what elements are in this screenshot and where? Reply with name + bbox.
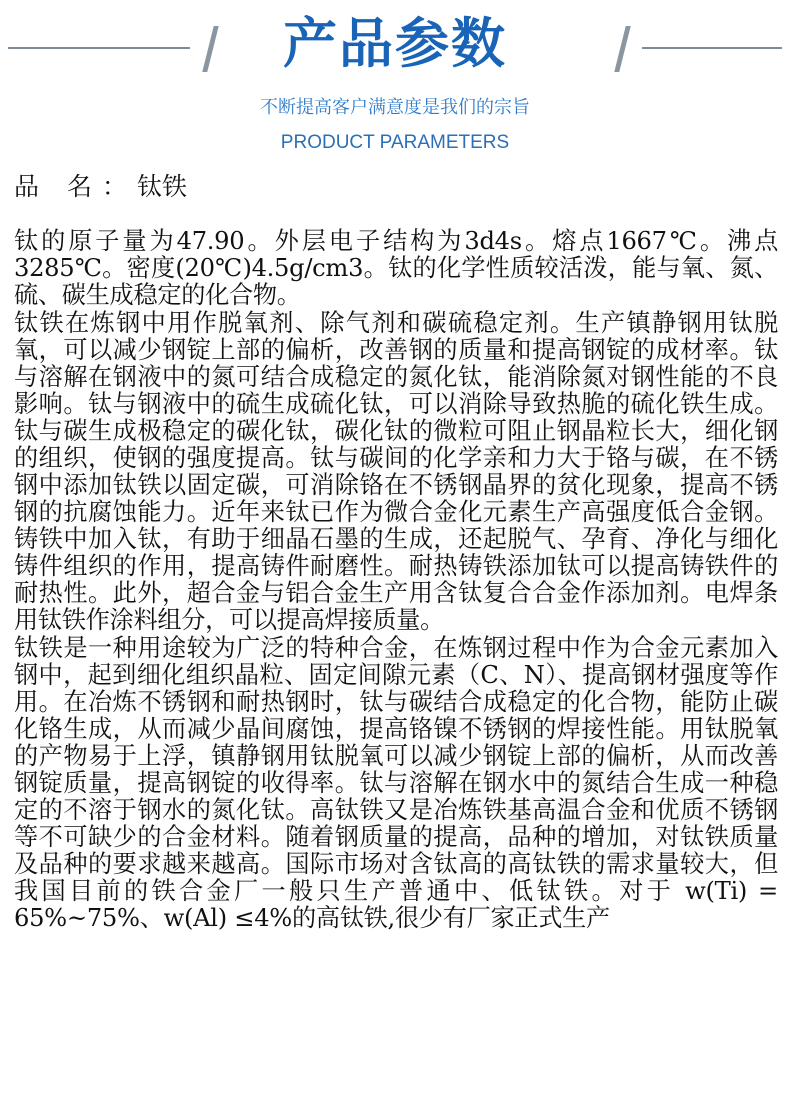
- product-name-line: [14, 172, 187, 202]
- section-subtitle: 不断提高客户满意度是我们的宗旨: [260, 97, 530, 118]
- paragraph-steelmaking-uses: 钛铁在炼钢中用作脱氧剂、除气剂和碳硫稳定剂。生产镇静钢用钛脱氧，可以减少钢锭上部的偏析，改善钢的质量和提高钢锭的成材率。钛与溶解在钢液中的氮可结合成稳定的氮化钛，能消除氮对钢性能的不良影响。钛与钢液中的硫生成硫化钛，可以消除导致热脆的硫化铁生成。钛与碳生成极稳定的碳化钛，碳化钛的微粒可阻止钢晶粒长大，细化钢的组织，使钢的强度提高。钛与碳间的化学亲和力大于铬与碳，在不锈钢中添加钛铁以固定碳，可消除铬在不锈钢晶界的贫化现象，提高不锈钢的抗腐蚀能力。近年来钛已作为微合金化元素生产高强度低合金钢。铸铁中加入钛，有助于细晶石墨的生成，还起脱气、孕育、净化与细化铸件组织的作用，提高铸件耐磨性。耐热铸铁添加钛可以提高铸铁件的耐热性。此外，超合金与铝合金生产用含钛复合合金作添加剂。电焊条用钛铁作涂料组分，可以提高焊接质量。: [14, 309, 778, 634]
- right-divider-line: [642, 47, 782, 49]
- product-description: [14, 228, 778, 932]
- paragraph-ferrotitanium-overview: 钛铁是一种用途较为广泛的特种合金，在炼钢过程中作为合金元素加入钢中，起到细化组织晶粒、固定间隙元素（C、N）、提高钢材强度等作用。在冶炼不锈钢和耐热钢时，钛与碳结合成稳定的化合物，能防止碳化铬生成，从而减少晶间腐蚀，提高铬镍不锈钢的焊接性能。用钛脱氧的产物易于上浮，镇静钢用钛脱氧可以减少钢锭上部的偏析，从而改善钢锭质量，提高钢锭的收得率。钛与溶解在钢水中的氮结合生成一种稳定的不溶于钢水的氮化钛。高钛铁又是冶炼铁基高温合金和优质不锈钢等不可缺少的合金材料。随着钢质量的提高，品种的增加，对钛铁质量及品种的要求越来越高。国际市场对含钛高的高钛铁的需求量较大，但我国目前的铁合金厂一般只生产普通中、低钛铁。对于 w(Ti) = 65%~75%、w(Al) ≤4%的高钛铁,很少有厂家正式生产: [14, 634, 778, 932]
- product-name-label: 品 名：: [14, 172, 137, 201]
- section-header: [0, 0, 790, 170]
- paragraph-properties: 钛的原子量为47.90。外层电子结构为3d4s。熔点1667℃。沸点3285℃。密度(20℃)4.5g/cm3。钛的化学性质较活泼，能与氧、氮、硫、碳生成稳定的化合物。: [14, 227, 778, 309]
- section-title: 产品参数: [283, 12, 507, 75]
- section-subtitle-english: PRODUCT PARAMETERS: [280, 132, 510, 153]
- product-name-value: 钛铁: [136, 172, 187, 201]
